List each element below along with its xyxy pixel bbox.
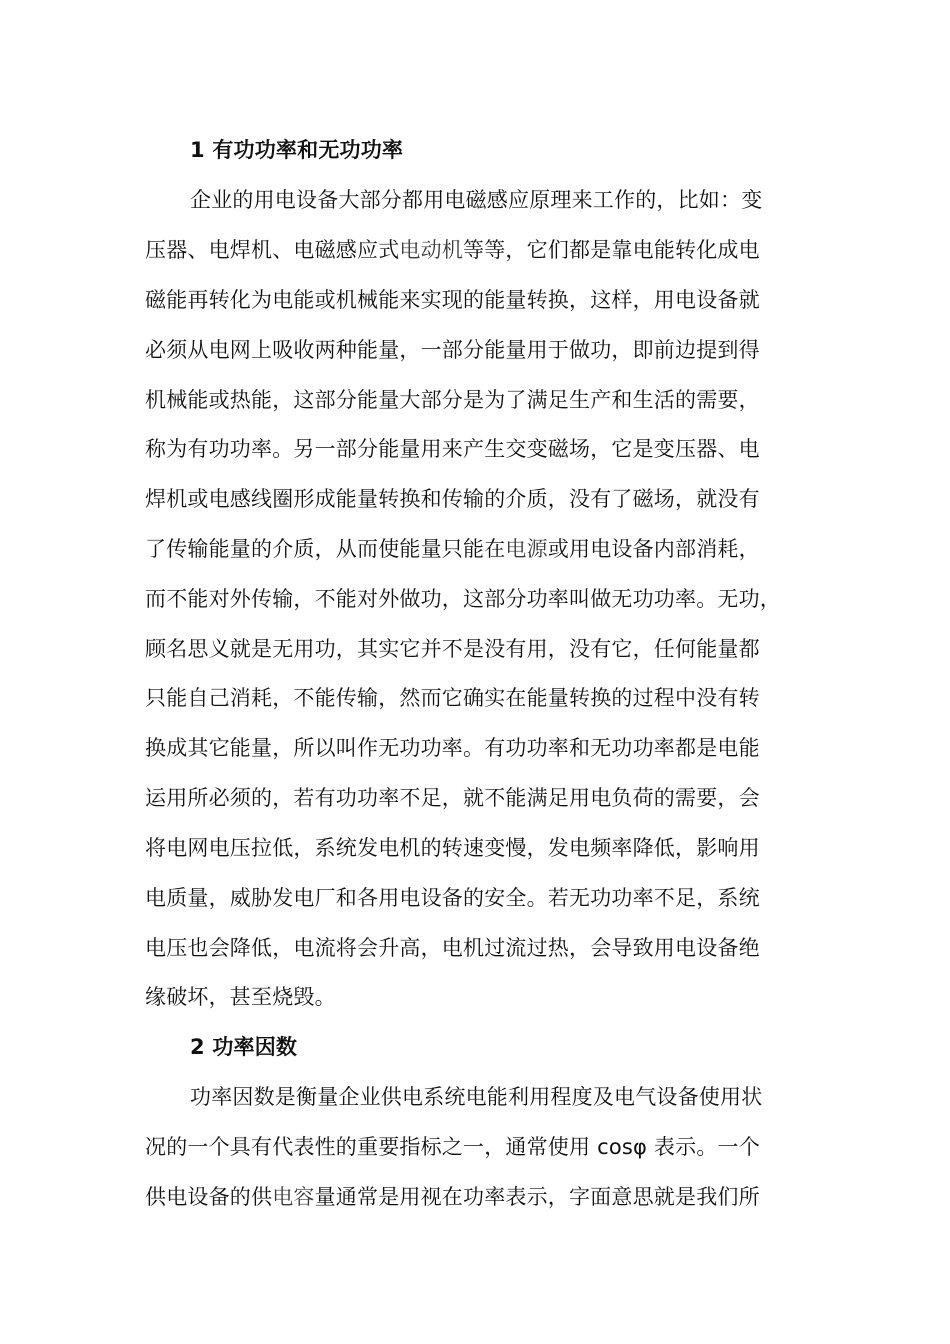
- paragraph-line: [145, 286, 760, 314]
- paragraph-line: [145, 734, 760, 762]
- paragraph-line: [145, 983, 336, 1011]
- paragraph-line: [145, 535, 760, 563]
- text-run: 况的一个具有代表性的重要指标之一，通常使用 cosφ 表示。一个: [145, 1135, 760, 1159]
- text-run: 功率因数是衡量企业供电系统电能利用程度及电气设备使用状: [190, 1085, 763, 1109]
- text-run: 焊机或电感线圈形成能量转换和传输的介质，没有了磁场，就没有: [145, 487, 760, 511]
- paragraph-line: [145, 236, 760, 264]
- link-power-source[interactable]: 电源: [505, 537, 548, 561]
- text-run: 机械能或热能，这部分能量大部分是为了满足生产和生活的需要，: [145, 388, 760, 412]
- link-motor[interactable]: 电动机: [399, 238, 464, 262]
- paragraph-line: [145, 834, 760, 862]
- text-run: 等等，它们都是靠电能转化成电: [463, 238, 760, 262]
- section-heading-2: 2 功率因数: [190, 1035, 298, 1059]
- text-run: 供电设备的供: [145, 1185, 273, 1209]
- link-capacitance[interactable]: 电容: [272, 1185, 315, 1209]
- text-run: 只能自己消耗，不能传输，然而它确实在能量转换的过程中没有转: [145, 686, 760, 710]
- paragraph-line: [145, 784, 760, 812]
- text-run: 企业的用电设备大部分都用电磁感应原理来工作的，比如：变: [190, 188, 763, 212]
- text-run: 称为有功功率。另一部分能量用来产生交变磁场，它是变压器、电: [145, 437, 760, 461]
- text-run: 电质量，威胁发电厂和各用电设备的安全。若无功功率不足，系统: [145, 886, 760, 910]
- paragraph-line: [145, 1133, 760, 1161]
- text-run: 必须从电网上吸收两种能量，一部分能量用于做功，即前边提到得: [145, 338, 760, 362]
- text-run: 压器、电焊机、电磁感应式: [145, 238, 400, 262]
- text-run: 顾名思义就是无用功，其实它并不是没有用，没有它，任何能量都: [145, 637, 760, 661]
- paragraph-line: [145, 435, 760, 463]
- text-run: 缘破坏，甚至烧毁。: [145, 985, 336, 1009]
- paragraph-line: [145, 386, 760, 414]
- paragraph-line: [145, 934, 760, 962]
- section-heading-1: 1 有功功率和无功功率: [190, 138, 404, 162]
- text-run: 磁能再转化为电能或机械能来实现的能量转换，这样，用电设备就: [145, 288, 760, 312]
- paragraph-line: [190, 186, 762, 214]
- paragraph-line: [145, 585, 781, 613]
- text-run: 了传输能量的介质，从而使能量只能在: [145, 537, 506, 561]
- paragraph-line: [190, 1083, 762, 1111]
- paragraph-line: [145, 635, 760, 663]
- text-run: 将电网电压拉低，系统发电机的转速变慢，发电频率降低，影响用: [145, 836, 760, 860]
- text-run: 电压也会降低，电流将会升高，电机过流过热，会导致用电设备绝: [145, 936, 760, 960]
- text-run: 换成其它能量，所以叫作无功功率。有功功率和无功功率都是电能: [145, 736, 760, 760]
- paragraph-line: [145, 884, 760, 912]
- text-run: 或用电设备内部消耗，: [547, 537, 760, 561]
- paragraph-line: [145, 336, 760, 364]
- paragraph-line: [145, 684, 760, 712]
- paragraph-line: [145, 485, 760, 513]
- text-run: 运用所必须的，若有功功率不足，就不能满足用电负荷的需要，会: [145, 786, 760, 810]
- text-run: 量通常是用视在功率表示，字面意思就是我们所: [314, 1185, 760, 1209]
- text-run: 而不能对外传输，不能对外做功，这部分功率叫做无功功率。无功，: [145, 587, 781, 611]
- paragraph-line: [145, 1183, 760, 1211]
